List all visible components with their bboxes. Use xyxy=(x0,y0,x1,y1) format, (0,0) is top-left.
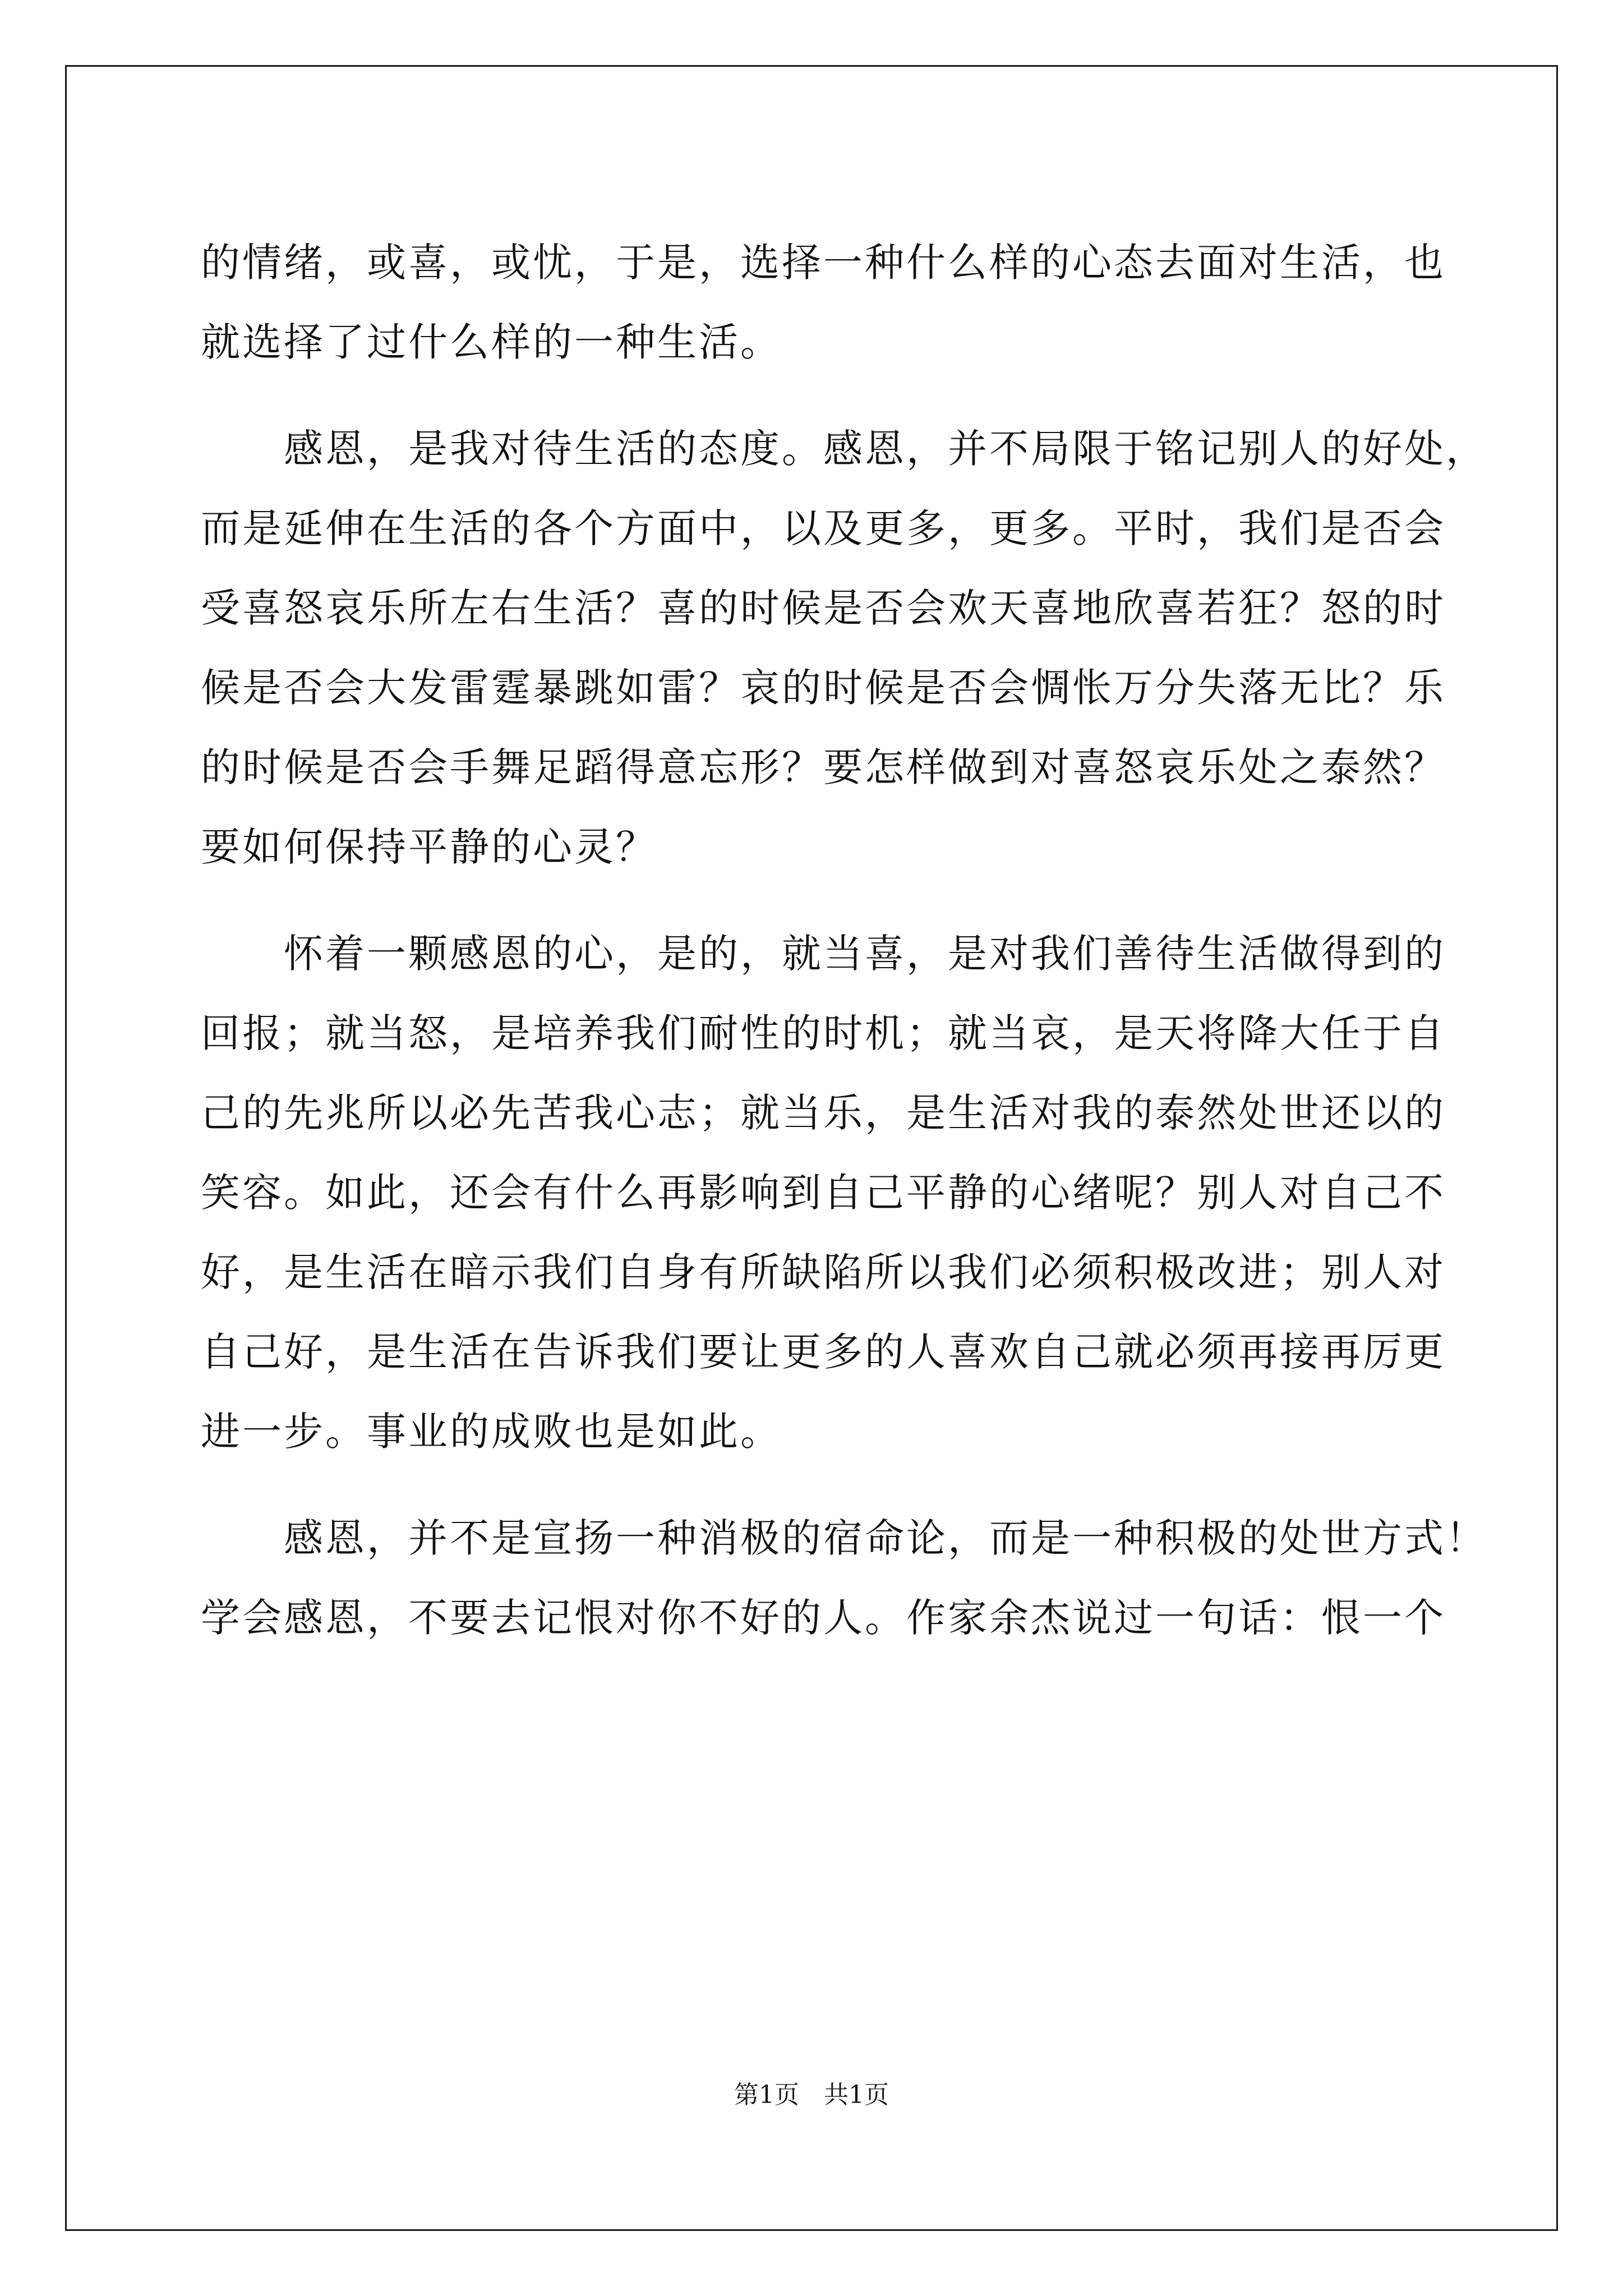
text-line: 笑容。如此，还会有什么再影响到自己平静的心绪呢？别人对自己不 xyxy=(201,1170,1446,1216)
text-line: 回报；就当怒，是培养我们耐性的时机；就当哀，是天将降大任于自 xyxy=(201,1010,1446,1056)
page-footer: 第1页 共1页 xyxy=(734,2081,889,2109)
text-line: 怀着一颗感恩的心，是的，就当喜，是对我们善待生活做得到的 xyxy=(201,931,1446,977)
text-line: 而是延伸在生活的各个方面中，以及更多，更多。平时，我们是否会 xyxy=(201,505,1446,551)
text-line: 感恩，是我对待生活的态度。感恩，并不局限于铭记别人的好处， xyxy=(201,426,1487,472)
text-line: 的时候是否会手舞足蹈得意忘形？要怎样做到对喜怒哀乐处之泰然？ xyxy=(201,744,1446,790)
text-line: 学会感恩，不要去记恨对你不好的人。作家余杰说过一句话：恨一个 xyxy=(201,1595,1446,1641)
document-body xyxy=(201,223,1487,1658)
text-line: 受喜怒哀乐所左右生活？喜的时候是否会欢天喜地欣喜若狂？怒的时 xyxy=(201,585,1446,631)
text-line: 进一步。事业的成败也是如此。 xyxy=(201,1409,782,1455)
text-line: 自己好，是生活在告诉我们要让更多的人喜欢自己就必须再接再厉更 xyxy=(201,1329,1446,1375)
text-line: 己的先兆所以必先苦我心志；就当乐，是生活对我的泰然处世还以的 xyxy=(201,1090,1446,1136)
text-line: 好，是生活在暗示我们自身有所缺陷所以我们必须积极改进；别人对 xyxy=(201,1249,1446,1295)
text-line: 感恩，并不是宣扬一种消极的宿命论，而是一种积极的处世方式！ xyxy=(201,1515,1487,1561)
text-line: 就选择了过什么样的一种生活。 xyxy=(201,319,782,365)
text-line: 要如何保持平静的心灵？ xyxy=(201,824,657,870)
text-line: 候是否会大发雷霆暴跳如雷？哀的时候是否会惆怅万分失落无比？乐 xyxy=(201,665,1446,711)
text-line: 的情绪，或喜，或忧，于是，选择一种什么样的心态去面对生活，也 xyxy=(201,240,1446,286)
